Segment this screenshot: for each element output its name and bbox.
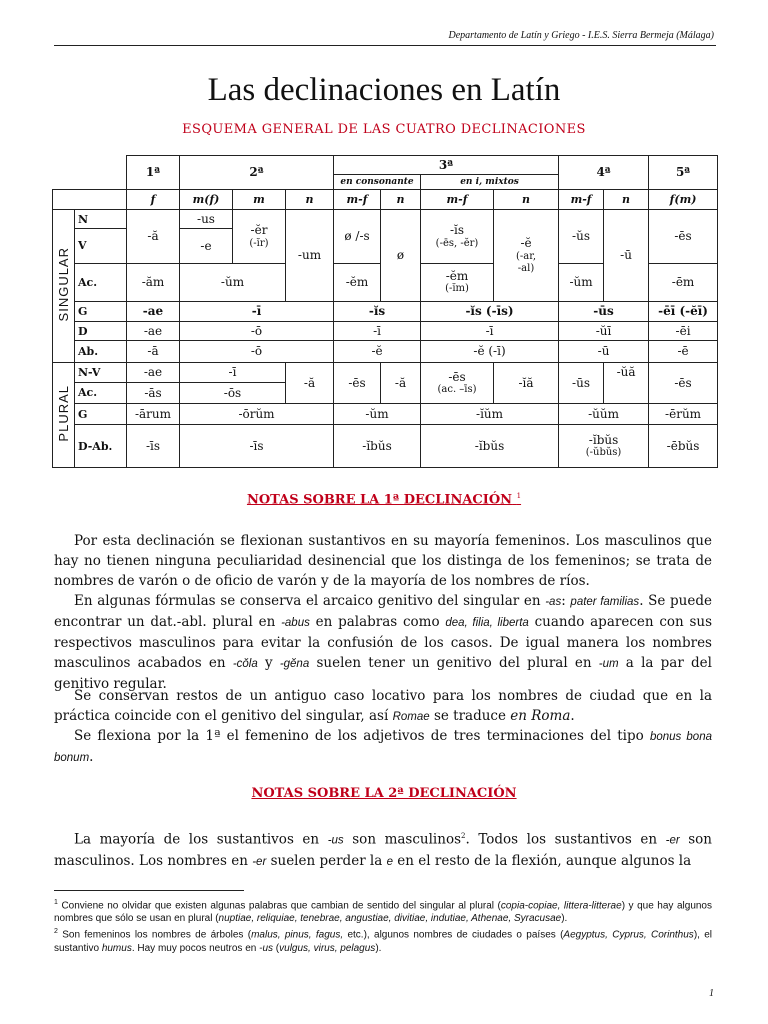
text-run: En algunas fórmulas se conserva el arcaico genitivo del singular en: [74, 593, 546, 609]
declension-table: [52, 155, 718, 468]
latin-term: -abus: [281, 617, 310, 629]
text-run: se traduce: [429, 708, 511, 724]
text-run: Conviene no olvidar que existen algunas palabras que cambian de sentido del singular al plural (: [57, 900, 501, 912]
page-subtitle: ESQUEMA GENERAL DE LAS CUATRO DECLINACIONES: [182, 122, 586, 137]
notes-2-paragraph-1: [54, 826, 712, 872]
table-cell: [233, 210, 286, 263]
table-cell: -ū: [559, 341, 649, 362]
notes-1-paragraph-4: [54, 726, 712, 768]
table-cell: -ŭī: [559, 322, 649, 341]
latin-term: malus, pinus, fagus,: [251, 929, 344, 941]
table-cell: -ī: [180, 362, 286, 382]
cell-line: (-ŭbŭs): [585, 447, 622, 459]
footnote-2: [54, 925, 712, 954]
gender-label: n: [494, 190, 559, 210]
latin-term: -er: [665, 834, 680, 847]
table-cell: -ŭă: [604, 362, 649, 404]
footnote-ref: 2: [461, 832, 466, 840]
table-cell: -ĭs (-īs): [421, 301, 559, 321]
table-cell: -ĭbŭs: [421, 425, 559, 468]
case-label: Ab.: [75, 341, 127, 362]
gender-corner: [53, 190, 127, 210]
footnote-number: 1: [54, 899, 58, 906]
gender-label: m-f: [421, 190, 494, 210]
notes-1-paragraph-3: [54, 686, 712, 727]
table-cell: -ă: [286, 362, 334, 404]
table-cell: -ăm: [127, 263, 180, 301]
footnote-ref: 1: [516, 492, 522, 500]
header-note: Departamento de Latín y Griego - I.E.S. Sierra Bermeja (Málaga): [448, 30, 714, 41]
notes-1-title: [0, 492, 768, 507]
table-cell: -ă: [127, 210, 180, 263]
footnote-rule: [54, 890, 244, 891]
table-cell: -ĭŭm: [421, 404, 559, 425]
text-run: Son femeninos los nombres de árboles (: [57, 929, 252, 941]
notes-2-title: NOTAS SOBRE LA 2ª DECLINACIÓN: [251, 786, 517, 801]
table-cell: -ĕ: [334, 341, 421, 362]
case-label: N: [75, 210, 127, 229]
text-run: y: [257, 655, 280, 671]
gender-label: n: [286, 190, 334, 210]
footnote-number: 2: [54, 928, 58, 936]
table-cell: [421, 210, 494, 263]
gender-label: m: [233, 190, 286, 210]
text-run: . Todos los sustantivos en: [465, 831, 666, 848]
notes-1-paragraph-1: [54, 531, 712, 591]
gender-label: n: [604, 190, 649, 210]
page-number: 1: [709, 988, 714, 999]
cell-line: (ac. –īs): [437, 383, 477, 395]
table-cell: -ārum: [127, 404, 180, 425]
table-cell: -ŭm: [180, 263, 286, 301]
cell-line: (-ēs, -ĕr): [435, 237, 479, 249]
table-cell: -ae: [127, 301, 180, 321]
latin-term: dea, filia, liberta: [445, 617, 529, 629]
table-cell: ø /-s: [334, 210, 381, 263]
table-cell: ø: [381, 210, 421, 302]
table-cell: -ĭs: [334, 301, 421, 321]
text-run: Se flexiona por la 1ª el femenino de los adjetivos de tres terminaciones del tipo: [74, 728, 650, 744]
text-run: :: [561, 593, 571, 609]
cell-line: -ĕ: [520, 236, 532, 251]
cell-line: -ēs: [448, 369, 466, 384]
header-i-mixed: en i, mixtos: [421, 175, 559, 190]
table-cell: -ĕ (-ī): [421, 341, 559, 362]
text-run: (: [273, 942, 280, 954]
latin-term: -er: [252, 855, 267, 868]
cell-line: (-ĭm): [445, 283, 469, 295]
table-cell: -e: [180, 229, 233, 263]
text-run: ).: [375, 942, 382, 954]
table-cell: -ī: [421, 322, 559, 341]
text-run: ).: [561, 913, 568, 925]
latin-term: Romae: [392, 711, 430, 723]
translation-term: en Roma: [510, 708, 571, 724]
table-cell: -ō: [180, 322, 334, 341]
latin-term: pater familias: [570, 596, 640, 608]
text-run: La mayoría de los sustantivos en: [74, 831, 328, 848]
latin-term: -us: [259, 942, 274, 954]
table-cell: -ēs: [334, 362, 381, 404]
latin-term: vulgus, virus, pelagus: [279, 942, 376, 954]
table-cell: -ērŭm: [649, 404, 718, 425]
header-consonant: en consonante: [334, 175, 421, 190]
table-cell: -ī: [180, 301, 334, 321]
header-decl-4: 4ª: [559, 156, 649, 190]
text-run: etc.), algunos nombres de ciudades o países (: [343, 929, 564, 941]
cell-line: -al): [517, 262, 535, 274]
case-label: Ac.: [75, 263, 127, 301]
table-cell: -ō: [180, 341, 334, 362]
latin-term: nuptiae, reliquiae, tenebrae, angustiae, divitiae, indutiae, Athenae, Syracusae: [218, 913, 562, 925]
table-corner: [53, 156, 127, 190]
table-cell: -ēī (-ĕī): [649, 301, 718, 321]
table-cell: -ē: [649, 341, 718, 362]
table-cell: -īs: [127, 425, 180, 468]
footnote-1: [54, 896, 712, 925]
table-cell: -ēs: [649, 210, 718, 263]
text-run: .: [89, 749, 94, 765]
table-cell: -ūs: [559, 301, 649, 321]
table-cell: -ēm: [649, 263, 718, 301]
case-label: N-V: [75, 362, 127, 382]
latin-term: copia-copiae, littera-litterae: [500, 900, 622, 912]
text-run: Se conservan restos de un antiguo caso locativo para los nombres de ciudad que en la práctica coincide con el genitivo del singular, así: [54, 688, 712, 724]
table-cell: [559, 425, 649, 468]
plural-group: [53, 362, 75, 468]
text-run: .: [570, 708, 575, 724]
latin-term: -us: [327, 834, 344, 847]
latin-term: -cŏla: [232, 658, 258, 670]
table-cell: -ae: [127, 362, 180, 382]
latin-term: bonus bona bonum: [54, 731, 712, 764]
text-run: son masculinos: [343, 831, 461, 848]
text-run: en palabras como: [309, 614, 446, 630]
gender-label: m-f: [559, 190, 604, 210]
paragraph-text: Por esta declinación se flexionan sustantivos en su mayoría femeninos. Los masculinos que hay no tienen ninguna peculiaridad desinencial que los distinga de los femeninos; se trata de nombres de varón o de oficio de varón y de la mayoría de los nombres de ríos.: [54, 533, 712, 589]
header-decl-5: 5ª: [649, 156, 718, 190]
table-cell: -ūs: [559, 362, 604, 404]
cell-line: -ĕm: [445, 268, 469, 283]
header-decl-2: 2ª: [180, 156, 334, 190]
latin-term: humus: [101, 942, 132, 954]
table-cell: -ī: [334, 322, 421, 341]
text-run: ) y que hay algunos nombres que sólo se usan en plural (: [54, 900, 712, 925]
case-label: D: [75, 322, 127, 341]
table-cell: -us: [180, 210, 233, 229]
case-label: D-Ab.: [75, 425, 127, 468]
latin-term: -as: [545, 596, 562, 608]
table-cell: -ēi: [649, 322, 718, 341]
cell-line: -ĭs: [449, 223, 465, 238]
table-cell: -īs: [180, 425, 334, 468]
cell-line: (-ar,: [515, 250, 537, 262]
case-label: V: [75, 229, 127, 263]
text-run: en el resto de la flexión, aunque algunos la: [393, 852, 692, 869]
cell-line: -ĭbŭs: [588, 432, 619, 447]
header-rule: [54, 45, 716, 46]
case-label: G: [75, 404, 127, 425]
table-cell: [494, 210, 559, 302]
case-label: G: [75, 301, 127, 321]
latin-term: -um: [598, 658, 619, 670]
table-cell: [421, 263, 494, 301]
cell-line: -ĕr: [250, 223, 268, 238]
text-run: suelen perder la: [266, 852, 387, 869]
latin-term: e: [386, 855, 394, 868]
table-cell: -ŭs: [559, 210, 604, 263]
table-cell: -ae: [127, 322, 180, 341]
table-cell: -ēs: [649, 362, 718, 404]
table-cell: -ĕm: [334, 263, 381, 301]
table-cell: -ŭm: [334, 404, 421, 425]
header-decl-1: 1ª: [127, 156, 180, 190]
latin-term: -gĕna: [279, 658, 310, 670]
gender-label: f: [127, 190, 180, 210]
notes-1-paragraph-2: [54, 591, 712, 694]
singular-label: SINGULAR: [55, 246, 71, 322]
text-run: suelen tener un genitivo del plural en: [309, 655, 599, 671]
gender-label: m(f): [180, 190, 233, 210]
text-run: ), el sustantivo: [54, 929, 713, 954]
gender-label: n: [381, 190, 421, 210]
table-cell: -ōrŭm: [180, 404, 334, 425]
footnotes: [54, 896, 712, 955]
table-cell: -ŭm: [559, 263, 604, 301]
text-run: son masculinos. Los nombres en: [54, 831, 712, 869]
table-cell: -ă: [381, 362, 421, 404]
table-cell: -ĭbŭs: [334, 425, 421, 468]
table-cell: -ēbŭs: [649, 425, 718, 468]
latin-term: Aegyptus, Cyprus, Corinthus: [563, 929, 694, 941]
table-cell: -um: [286, 210, 334, 302]
gender-label: f(m): [649, 190, 718, 210]
gender-label: m-f: [334, 190, 381, 210]
plural-label: PLURAL: [55, 384, 71, 442]
table-cell: -ās: [127, 382, 180, 403]
table-cell: -ōs: [180, 382, 286, 403]
table-cell: -ā: [127, 341, 180, 362]
cell-line: (-ĭr): [249, 237, 269, 249]
table-cell: -ū: [604, 210, 649, 302]
text-run: . Hay muy pocos neutros en: [131, 942, 260, 954]
text-run: a la par del genitivo regular.: [54, 655, 712, 692]
case-label: Ac.: [75, 382, 127, 403]
text-run: cuando aparecen con sus respectivos masculinos para evitar la confusión de los casos. De igual manera los nombres masculinos acabados en: [54, 614, 713, 671]
page-title: Las declinaciones en Latín: [207, 72, 561, 108]
notes-1-title-text: NOTAS SOBRE LA 1ª DECLINACIÓN: [246, 492, 513, 508]
singular-group: [53, 210, 75, 362]
text-run: . Se puede encontrar un dat.-abl. plural en: [54, 593, 712, 630]
table-cell: -ŭŭm: [559, 404, 649, 425]
table-cell: [421, 362, 494, 404]
header-decl-3: 3ª: [334, 156, 559, 175]
table-cell: -ĭă: [494, 362, 559, 404]
